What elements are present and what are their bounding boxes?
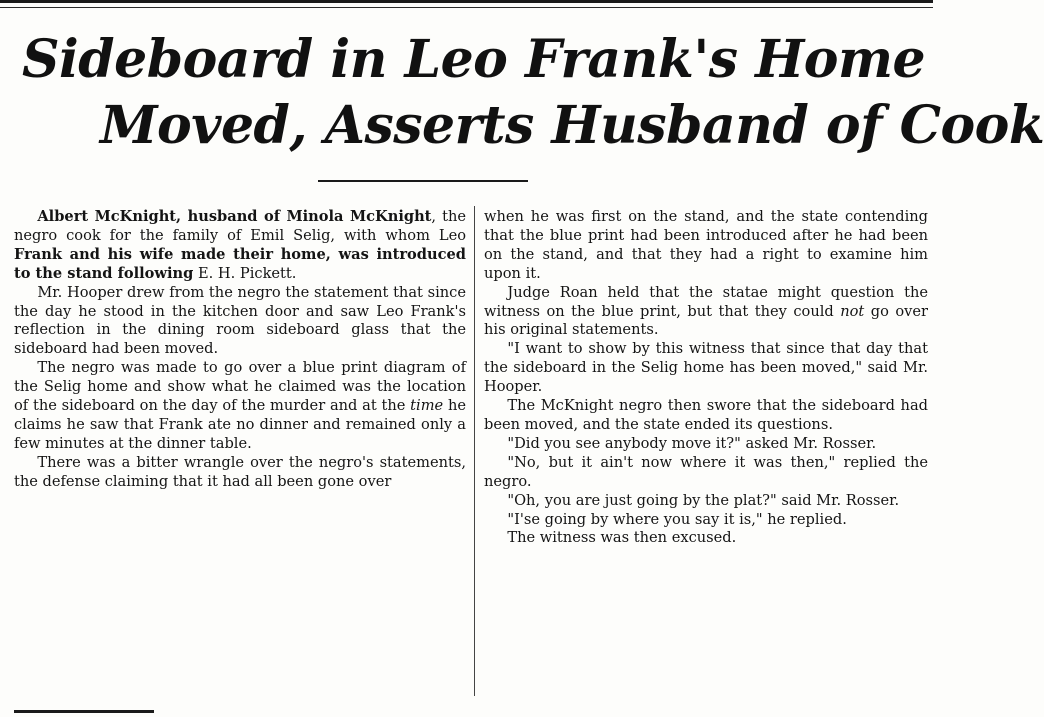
article-paragraph <box>14 454 466 492</box>
article-paragraph <box>14 359 466 454</box>
top-rule-thin <box>0 7 933 8</box>
article-paragraph <box>484 397 928 435</box>
paragraph-text: "I want to show by this witness that since that day that the sideboard in the Selig home has been moved," said Mr. Hooper. <box>484 340 928 396</box>
article-column-right <box>484 208 928 548</box>
column-divider <box>474 206 475 696</box>
article-column-left <box>14 208 466 492</box>
article-paragraph <box>14 284 466 360</box>
article-paragraph <box>484 284 928 341</box>
paragraph-text: "Oh, you are just going by the plat?" said Mr. Rosser. <box>507 491 900 509</box>
paragraph-text: Albert McKnight, husband of Minola McKnight <box>37 208 432 225</box>
paragraph-text: The McKnight negro then swore that the sideboard had been moved, and the state ended its questions. <box>484 397 928 433</box>
article-paragraph <box>14 208 466 284</box>
paragraph-text: E. H. Pickett. <box>193 264 297 282</box>
paragraph-text: The witness was then excused. <box>507 529 737 547</box>
paragraph-text: "Did you see anybody move it?" asked Mr. Rosser. <box>507 434 877 452</box>
paragraph-text: when he was first on the stand, and the state contending that the blue print had been introduced after he had been on the stand, and that they had a right to examine him upon it. <box>484 208 928 282</box>
headline-line-2: Moved, Asserts Husband of Cook <box>100 95 1044 156</box>
bottom-rule <box>14 710 154 713</box>
headline-line-1: Sideboard in Leo Frank's Home <box>22 29 926 90</box>
paragraph-text: , the negro cook for the family of Emil Selig, with whom Leo <box>14 208 466 244</box>
paragraph-text: Frank and his wife made their home, was introduced to the stand following <box>14 245 466 282</box>
article-paragraph <box>484 208 928 284</box>
paragraph-text: he claims he saw that Frank ate no dinner and remained only a few minutes at the dinner table. <box>14 397 466 452</box>
article-paragraph <box>484 435 928 454</box>
article-paragraph <box>484 454 928 492</box>
top-rule <box>0 0 933 3</box>
paragraph-text: Mr. Hooper drew from the negro the statement that since the day he stood in the kitchen door and saw Leo Frank's reflection in the dining room sideboard glass that the sideboard had been moved. <box>14 283 466 358</box>
paragraph-text: Judge Roan held that the statae might question the witness on the blue print, but that they could <box>484 283 928 320</box>
paragraph-text: not <box>840 302 865 320</box>
article-paragraph <box>484 340 928 397</box>
article-paragraph <box>484 511 928 530</box>
paragraph-text: The negro was made to go over a blue print diagram of the Selig home and show what he claimed was the location of the sideboard on the day of the murder and at the <box>14 359 466 415</box>
paragraph-text: There was a bitter wrangle over the negro's statements, the defense claiming that it had all been gone over <box>14 453 466 490</box>
paragraph-text: "I'se going by where you say it is," he replied. <box>507 510 847 528</box>
article-paragraph <box>484 529 928 548</box>
paragraph-text: time <box>410 397 444 415</box>
article-paragraph <box>484 492 928 511</box>
paragraph-text: "No, but it ain't now where it was then," replied the negro. <box>484 453 928 490</box>
paragraph-text: go over his original statements. <box>484 302 928 339</box>
headline-divider <box>318 180 528 182</box>
